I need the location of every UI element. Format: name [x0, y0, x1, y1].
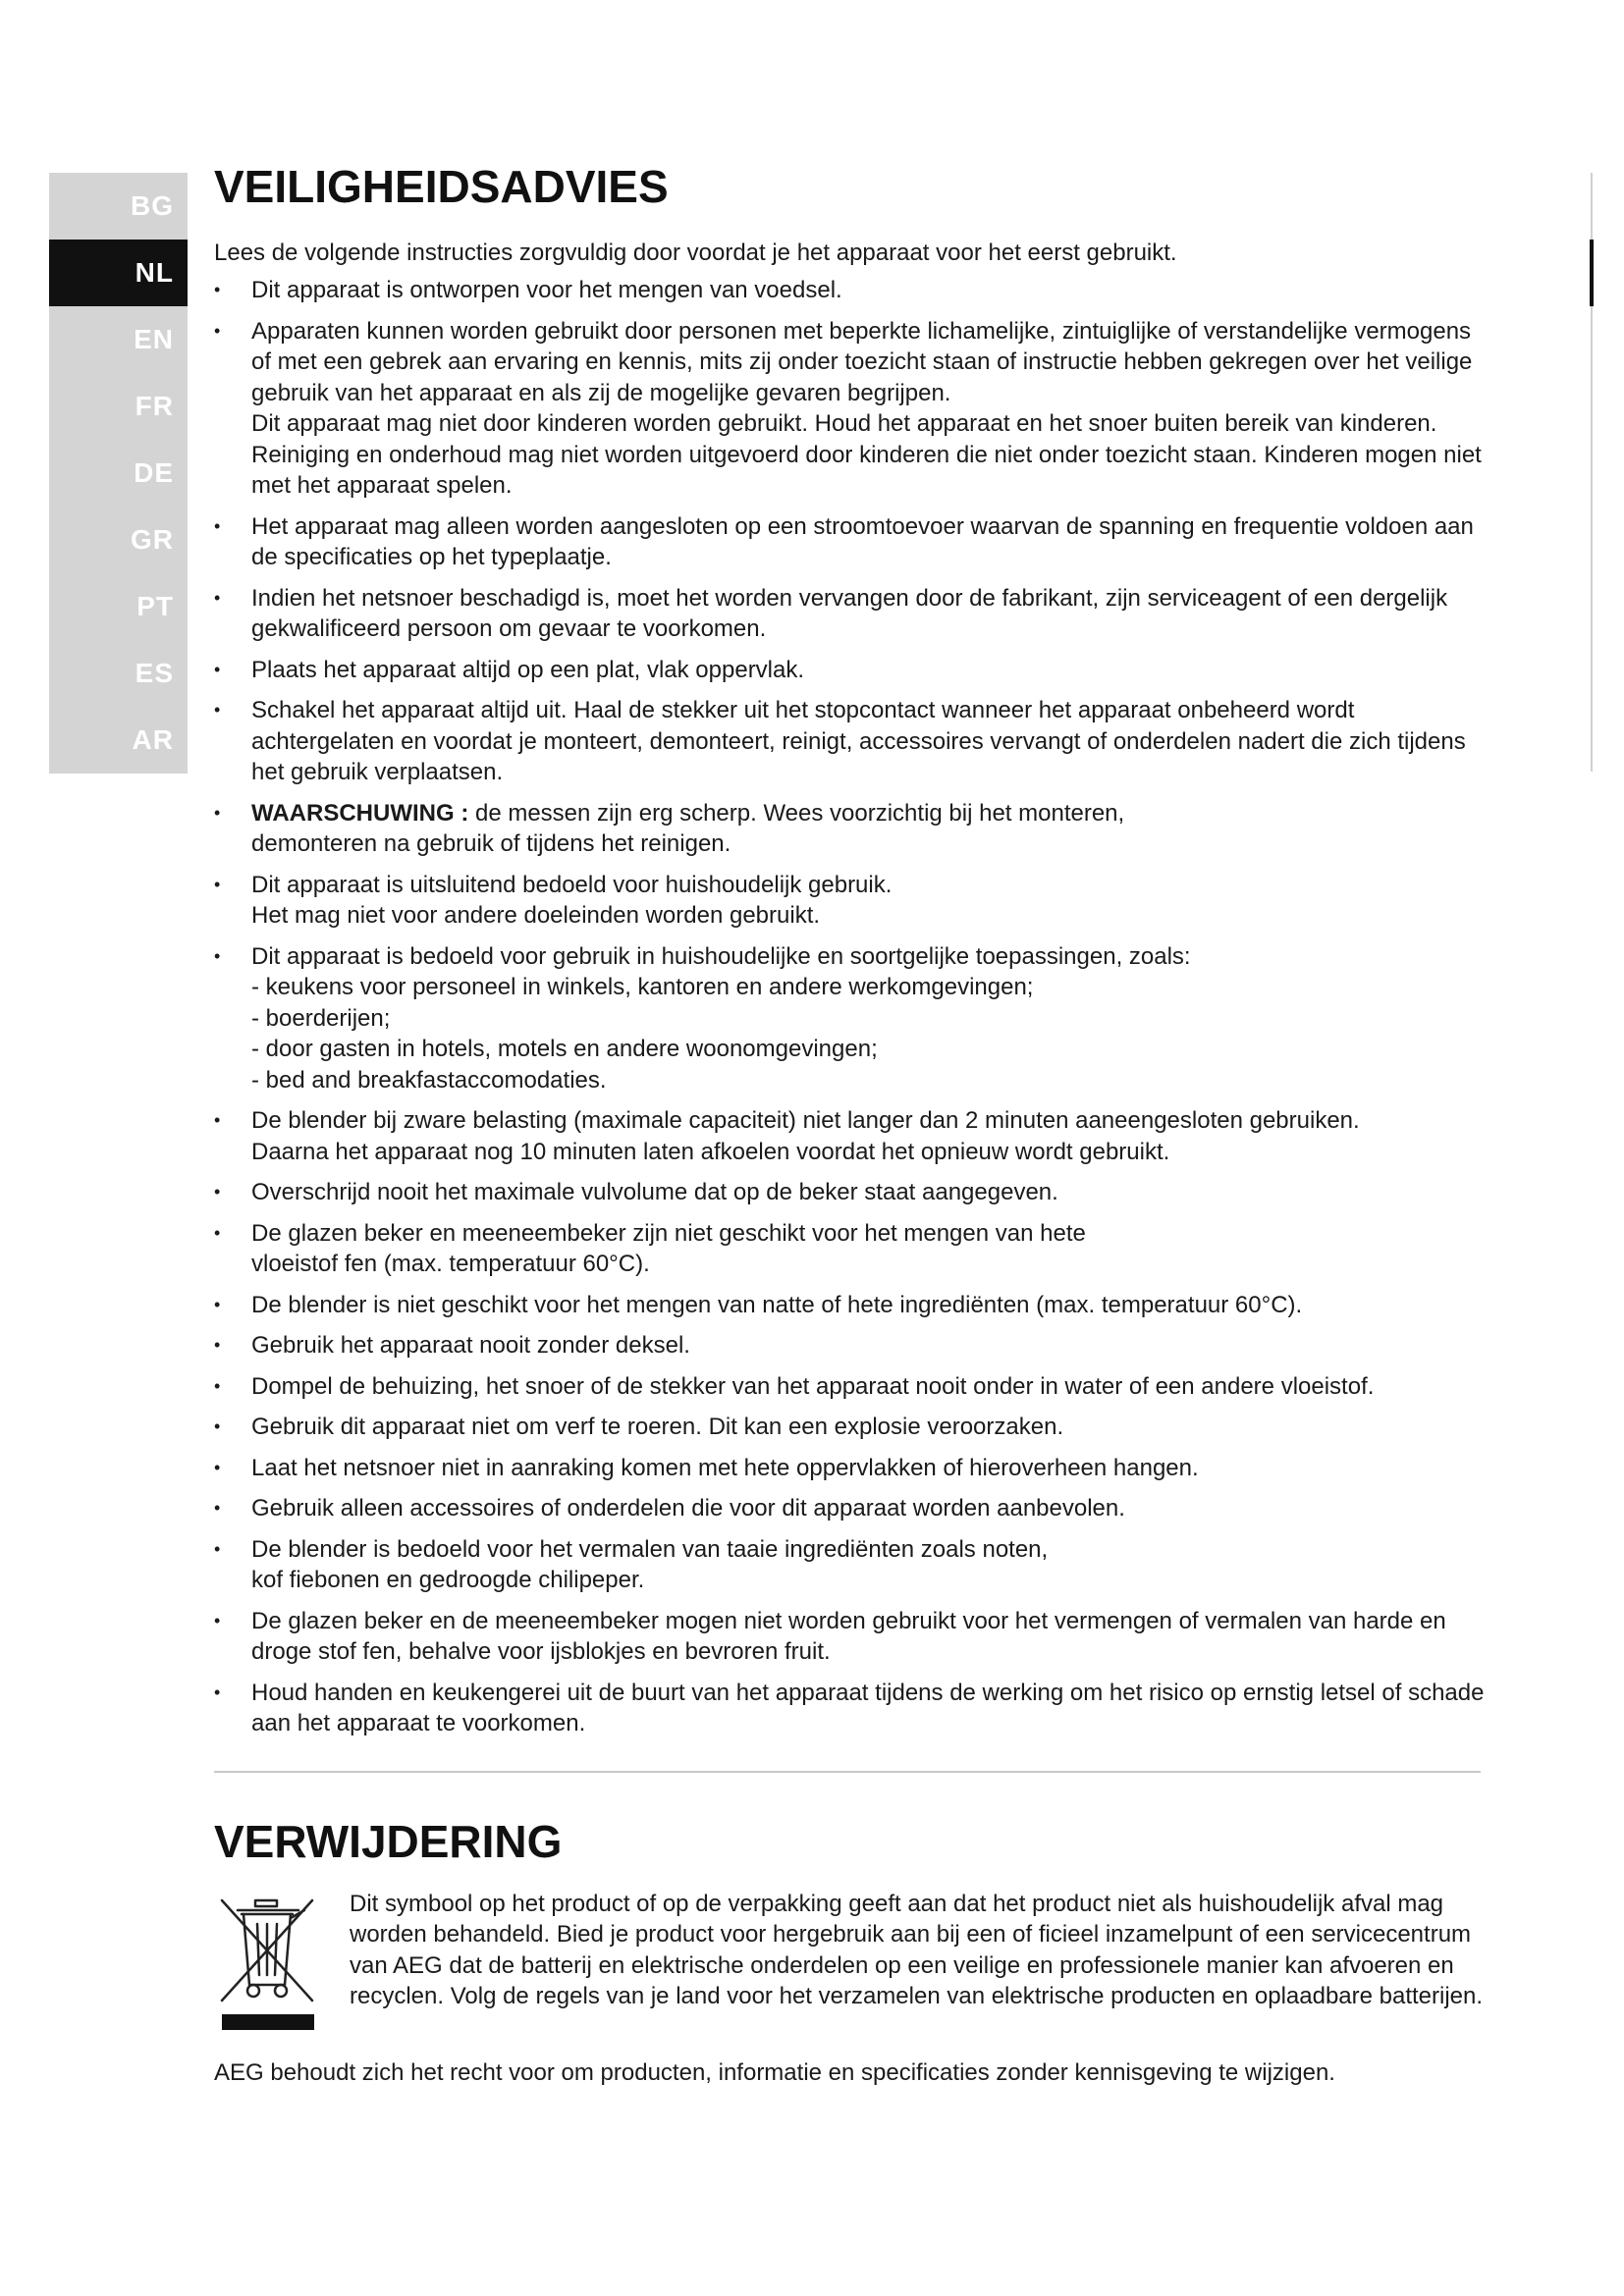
safety-item: • Apparaten kunnen worden gebruikt door personen met beperkte lichamelijke, zintuiglijke of verstandelijke vermogens of met een gebrek aan ervaring en kennis, mits zij onder toezicht staan of instructie hebben gekregen over het veilige gebruik van het apparaat en als zij de mogelijke gevaren begrijpen. Dit apparaat mag niet door kinderen worden gebruikt. Houd het apparaat en het snoer buiten bereik van kinderen. Reiniging en onderhoud mag niet worden uitgevoerd door kinderen die niet onder toezicht staan. Kinderen mogen niet met het apparaat spelen. — [214, 316, 1490, 502]
safety-item: • De glazen beker en de meeneembeker mogen niet worden gebruikt voor het vermengen of vermalen van harde en droge stof fen, behalve voor ijsblokjes en bevroren fruit. — [214, 1606, 1490, 1668]
safety-item: • Houd handen en keukengerei uit de buurt van het apparaat tijdens de werking om het risico op ernstig letsel of schade aan het apparaat te voorkomen. — [214, 1678, 1490, 1739]
language-tab-es[interactable]: ES — [135, 658, 174, 688]
language-tab-gr[interactable]: GR — [131, 524, 174, 555]
disposal-text: Dit symbool op het product of op de verpakking geeft aan dat het product niet als huishoudelijk afval mag worden behandeld. Bied je product voor hergebruik aan bij een of ficieel inzamelpunt of een servicecentrum van AEG dat de batterij en elektrische onderdelen op een veilige en professionele manier kan afvoeren en recyclen. Volg de regels van je land voor het verzamelen van elektrische producten en oplaadbare batterijen. — [350, 1890, 1484, 2009]
safety-item: • Plaats het apparaat altijd op een plat, vlak oppervlak. — [214, 655, 1490, 686]
safety-item: • Dit apparaat is ontworpen voor het mengen van voedsel. — [214, 275, 1490, 306]
main-content — [214, 157, 1490, 2112]
section-divider — [214, 1771, 1481, 1773]
safety-item: • Gebruik dit apparaat niet om verf te roeren. Dit kan een explosie veroorzaken. — [214, 1412, 1490, 1443]
safety-item: • Het apparaat mag alleen worden aangesloten op een stroomtoevoer waarvan de spanning en frequentie voldoen aan de specificaties op het typeplaatje. — [214, 511, 1490, 573]
safety-item: • Dit apparaat is bedoeld voor gebruik in huishoudelijke en soortgelijke toepassingen, zoals: - keukens voor personeel in winkels, kantoren en andere werkomgevingen; - boerderijen; - door gasten in hotels, motels en andere woonomgevingen; - bed and breakfastaccomodaties. — [214, 941, 1490, 1096]
language-tab-bg[interactable]: BG — [131, 190, 174, 221]
language-tab-ar[interactable]: AR — [132, 724, 174, 755]
language-tab-en[interactable]: EN — [134, 324, 174, 354]
language-tabs — [49, 173, 188, 774]
safety-item: • De blender is niet geschikt voor het mengen van natte of hete ingrediënten (max. temperatuur 60°C). — [214, 1290, 1490, 1321]
safety-warning-item — [214, 798, 1490, 860]
safety-intro: Lees de volgende instructies zorgvuldig door voordat je het apparaat voor het eerst gebruikt. — [214, 240, 1177, 266]
safety-title: VEILIGHEIDSADVIES — [214, 161, 669, 212]
safety-item: • Gebruik alleen accessoires of onderdelen die voor dit apparaat worden aanbevolen. — [214, 1493, 1490, 1524]
safety-item: • Laat het netsnoer niet in aanraking komen met hete oppervlakken of hieroverheen hangen. — [214, 1453, 1490, 1484]
safety-item: • Gebruik het apparaat nooit zonder deksel. — [214, 1330, 1490, 1362]
safety-item: • De blender bij zware belasting (maximale capaciteit) niet langer dan 2 minuten aaneengesloten gebruiken. Daarna het apparaat nog 10 minuten laten afkoelen voordat het opnieuw wordt gebruikt. — [214, 1105, 1490, 1167]
disposal-section — [214, 1889, 1490, 2036]
footer-note: AEG behoudt zich het recht voor om producten, informatie en specificaties zonder kennisgeving te wijzigen. — [214, 2058, 1335, 2086]
language-tab-nl[interactable]: NL — [49, 240, 188, 306]
safety-item: • De blender is bedoeld voor het vermalen van taaie ingrediënten zoals noten, kof fiebonen en gedroogde chilipeper. — [214, 1534, 1490, 1596]
safety-item: • Schakel het apparaat altijd uit. Haal de stekker uit het stopcontact wanneer het apparaat onbeheerd wordt achtergelaten en voordat je monteert, demonteert, reinigt, accessoires vervangt of onderdelen nadert die zich tijdens het gebruik verplaatsen. — [214, 695, 1490, 788]
safety-item: • Indien het netsnoer beschadigd is, moet het worden vervangen door de fabrikant, zijn serviceagent of een dergelijk gekwalificeerd persoon om gevaar te voorkomen. — [214, 583, 1490, 645]
safety-item: • Dit apparaat is uitsluitend bedoeld voor huishoudelijk gebruik. Het mag niet voor andere doeleinden worden gebruikt. — [214, 870, 1490, 932]
safety-list — [214, 275, 1490, 1739]
disposal-title: VERWIJDERING — [214, 1815, 563, 1867]
safety-item: • Overschrijd nooit het maximale vulvolume dat op de beker staat aangegeven. — [214, 1177, 1490, 1208]
language-tab-pt[interactable]: PT — [136, 591, 174, 621]
language-tab-de[interactable]: DE — [134, 457, 174, 488]
warning-text: de messen zijn erg scherp. Wees voorzichtig bij het monteren, demonteren na gebruik of tijdens het reinigen. — [251, 799, 1125, 857]
warning-label: WAARSCHUWING : — [251, 799, 469, 827]
language-tab-fr[interactable]: FR — [135, 391, 174, 421]
safety-item: • Dompel de behuizing, het snoer of de stekker van het apparaat nooit onder in water of een andere vloeistof. — [214, 1371, 1490, 1403]
safety-item: • De glazen beker en meeneembeker zijn niet geschikt voor het mengen van hete vloeistof fen (max. temperatuur 60°C). — [214, 1218, 1490, 1280]
crossed-out-wheelie-bin-icon — [214, 1889, 322, 2036]
page-edge-marker — [1590, 240, 1594, 306]
